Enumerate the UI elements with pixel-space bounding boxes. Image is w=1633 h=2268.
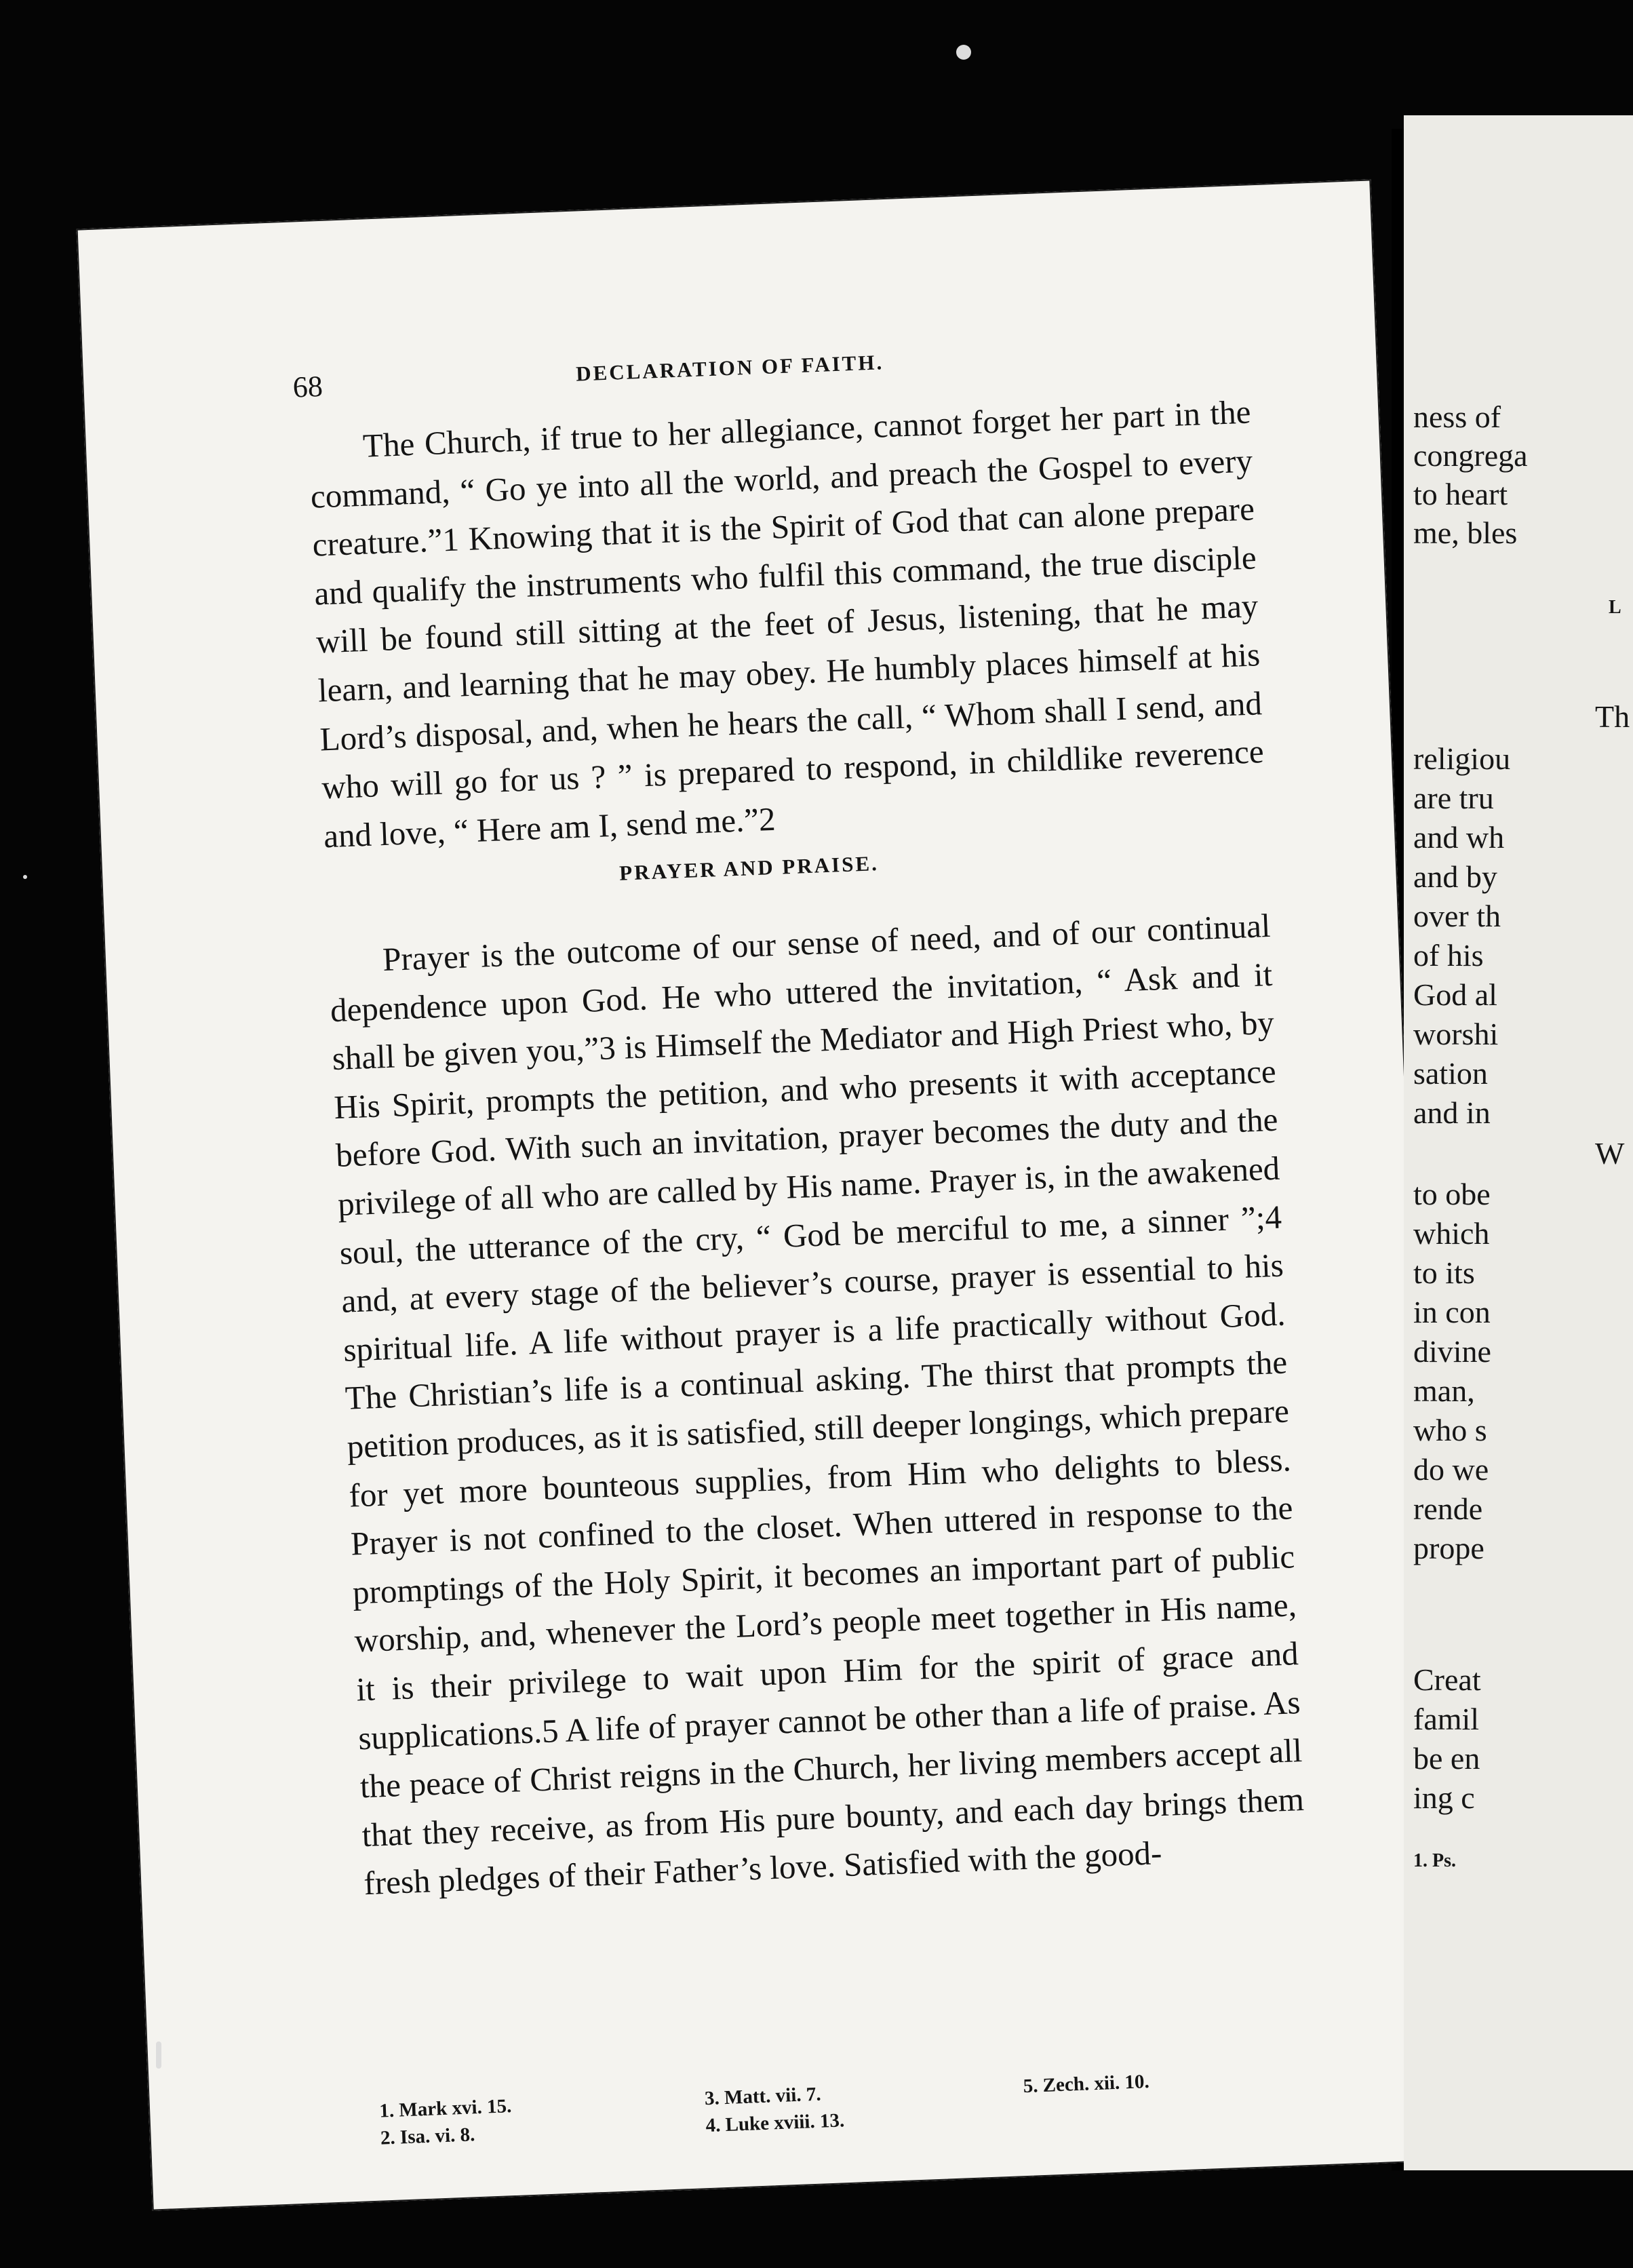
paragraph-prayer [328, 901, 1307, 1908]
right-line: and in [1413, 1095, 1491, 1130]
right-line: rende [1413, 1491, 1483, 1526]
right-line: W [1595, 1136, 1625, 1171]
footnote: 5. Zech. xii. 10. [1023, 2071, 1150, 2098]
right-line: over th [1413, 899, 1501, 933]
right-line: ness of [1413, 399, 1501, 434]
right-line: sation [1413, 1056, 1488, 1091]
right-line: congrega [1413, 438, 1528, 473]
right-line: who s [1413, 1413, 1487, 1447]
section-heading: PRAYER AND PRAISE. [618, 851, 880, 885]
dust-speck [23, 875, 27, 879]
right-line: famil [1413, 1702, 1480, 1736]
right-line: to obe [1413, 1177, 1491, 1211]
right-heading-fragment: L [1609, 597, 1621, 618]
right-line: are tru [1413, 781, 1494, 815]
right-line: in con [1413, 1295, 1491, 1329]
page-number: 68 [292, 369, 323, 404]
right-line: Creat [1413, 1662, 1481, 1697]
right-line: be en [1413, 1741, 1480, 1776]
left-page [77, 179, 1447, 2210]
right-line: Th [1595, 699, 1630, 734]
right-line: of his [1413, 938, 1484, 973]
footnote: 3. Matt. vii. 7. [704, 2083, 822, 2110]
dust-speck [156, 2041, 161, 2069]
paragraph-church [308, 387, 1267, 860]
right-line: me, bles [1413, 515, 1518, 550]
running-head: DECLARATION OF FAITH. [575, 350, 884, 386]
right-line: which [1413, 1216, 1490, 1251]
right-line: worshi [1413, 1017, 1499, 1051]
footnote: 2. Isa. vi. 8. [380, 2124, 475, 2149]
right-line: God al [1413, 977, 1497, 1012]
footnote: 1. Mark xvi. 15. [378, 2095, 512, 2122]
right-line: religiou [1413, 741, 1511, 776]
footnotes [372, 2062, 1314, 2149]
dust-speck [956, 45, 971, 60]
footnote: 4. Luke xviii. 13. [705, 2109, 845, 2137]
right-line: ing c [1413, 1780, 1475, 1815]
right-line: to heart [1413, 477, 1508, 511]
right-line: and by [1413, 859, 1497, 894]
paragraph-text: The Church, if true to her allegiance, cannot forget her part in the command, “ Go ye into all the world, and preach the Gospel to every creature.”1 Knowing that it is the Spirit of God that can alone prepare and qualify the instruments who fulfil this command, the true disciple will be found still sitting at the feet of Jesus, listening, that he may learn, and learning that he may obey. He humbly places himself at his Lord’s disposal, and, when he hears the call, “ Whom shall I send, and who will go for us ? ” is prepared to respond, in childlike reverence and love, “ Here am I, send me.”2 [309, 393, 1265, 855]
right-line: prope [1413, 1531, 1484, 1565]
right-line: do we [1413, 1452, 1489, 1487]
right-line: divine [1413, 1334, 1491, 1369]
right-line: man, [1413, 1373, 1475, 1408]
paragraph-text: Prayer is the outcome of our sense of need, and of our continual dependence upon God. He who uttered the invitation, “ Ask and it shall be given you,”3 is Himself the Mediator and High Priest who, by His Spirit, prompts the petition, and who presents it with acceptance before God. With such an invitation, prayer becomes the duty and the privilege of all who are called by His name. Prayer is, in the awakened soul, the utterance of the cry, “ God be merciful to me, a sinner ”;4 and, at every stage of the believer’s course, prayer is essential to his spiritual life. A life without prayer is a life practically without God. The Christian’s life is a continual asking. The thirst that prompts the petition produces, as it is satisfied, still deeper longings, which prepare for yet more bounteous supplies, from Him who delights to bless. Prayer is not confined to the closet. When uttered in response to the promptings of the Holy Spirit, it becomes an important part of public worship, and, whenever the Lord’s people meet together in His name, it is their privilege to wait upon Him for the spirit of grace and supplications.5 A life of prayer cannot be other than a life of praise. As the peace of Christ reigns in the Church, her living members accept all that they receive, as from His pure bounty, and each day brings them fresh pledges of their Father’s love. Satisfied with the good- [330, 906, 1305, 1902]
right-line: and wh [1413, 820, 1505, 855]
right-footnote-fragment: 1. Ps. [1413, 1850, 1456, 1871]
right-line: to its [1413, 1255, 1475, 1290]
